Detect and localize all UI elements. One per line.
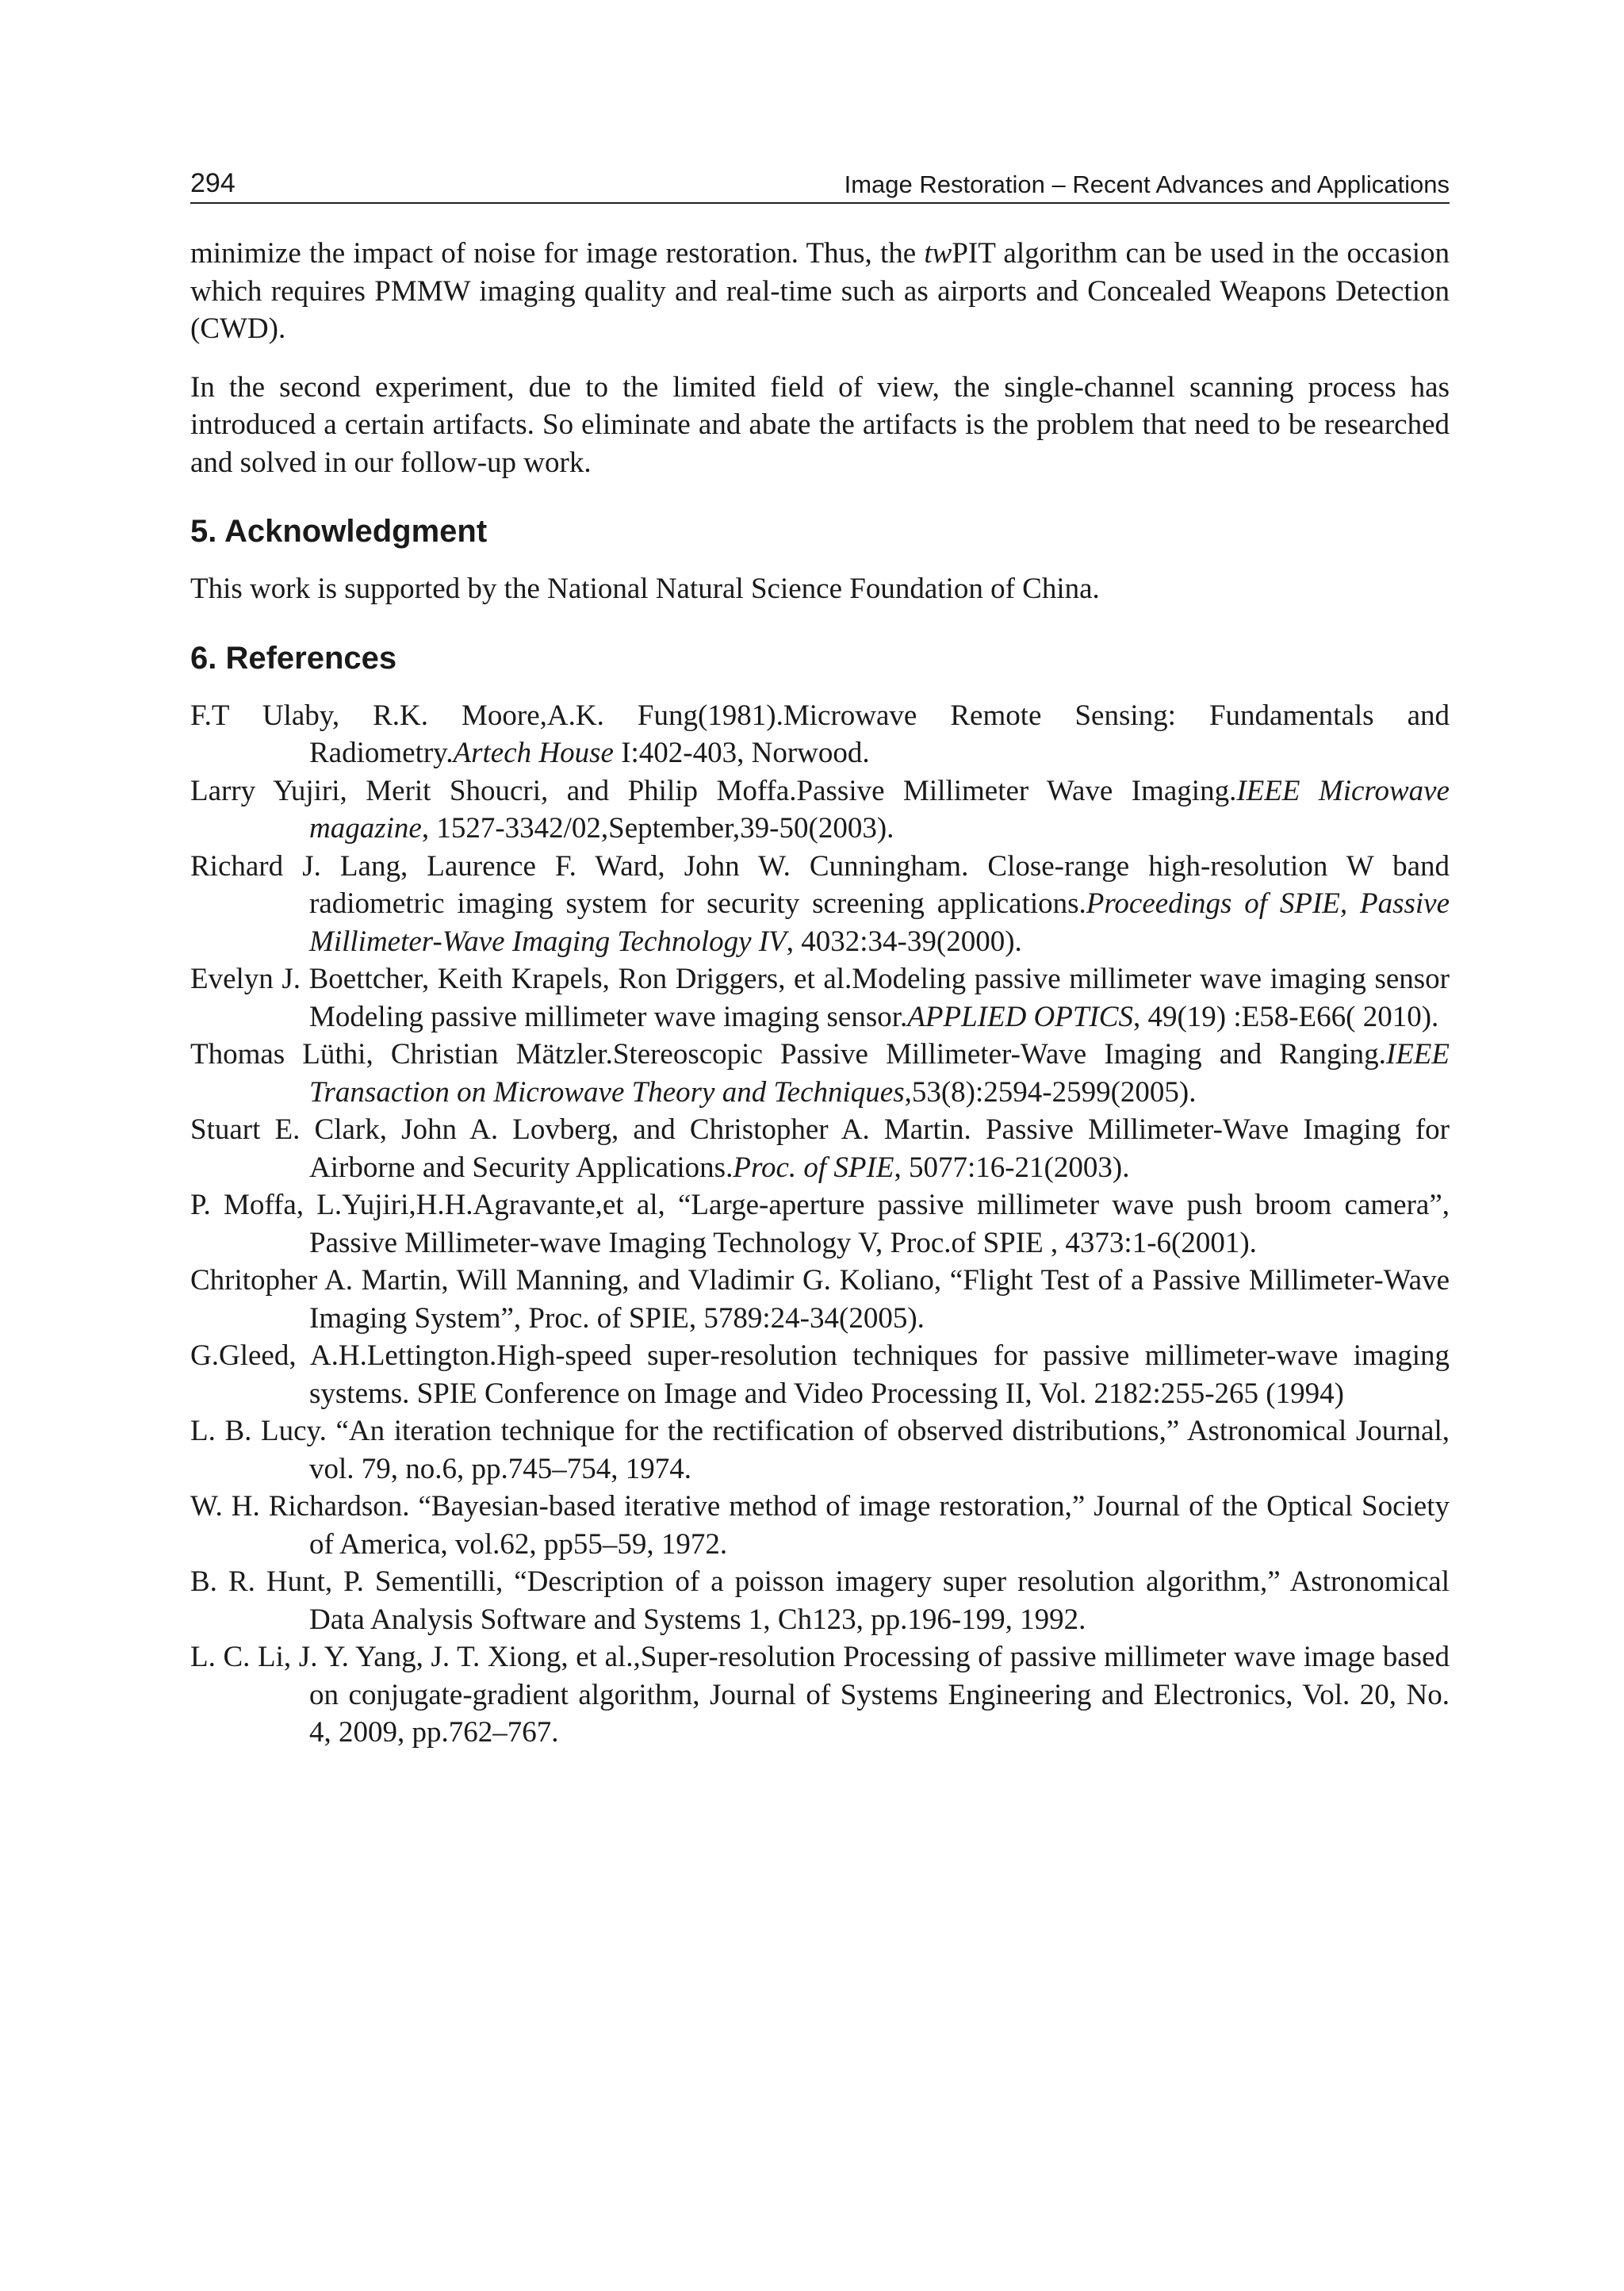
reference-item: B. R. Hunt, P. Sementilli, “Description of a poisson imagery super resolution algorithm,” Astronomical Data Analysis Software and Systems 1, Ch123, pp.196-199, 1992.	[190, 1565, 1450, 1636]
body-paragraph	[190, 235, 1450, 348]
paragraph-text: minimize the impact of noise for image restoration. Thus, the	[190, 237, 925, 270]
reference-item: W. H. Richardson. “Bayesian-based iterative method of image restoration,” Journal of the Optical Society of America, vol.62, pp55–59, 1972.	[190, 1490, 1450, 1561]
algorithm-name-italic: tw	[924, 237, 952, 270]
reference-item: L. B. Lucy. “An iteration technique for the rectification of observed distributions,” Astronomical Journal, vol. 79, no.6, pp.745–754, 1974.	[190, 1415, 1450, 1485]
body-paragraph: In the second experiment, due to the limited field of view, the single-channel scanning process has introduced a certain artifacts. So eliminate and abate the artifacts is the problem that need to be researched and solved in our follow-up work.	[190, 370, 1450, 479]
reference-item: F.T Ulaby, R.K. Moore,A.K. Fung(1981).Microwave Remote Sensing: Fundamentals and Radiometry.Artech House I:402-403, Norwood.	[190, 699, 1450, 769]
running-title: Image Restoration – Recent Advances and Applications	[844, 170, 1450, 198]
reference-list	[190, 697, 1450, 1752]
acknowledgment-text: This work is supported by the National Natural Science Foundation of China.	[190, 573, 1100, 605]
reference-item: G.Gleed, A.H.Lettington.High-speed super-resolution techniques for passive millimeter-wave imaging systems. SPIE Conference on Image and Video Processing II, Vol. 2182:255-265 (1994)	[190, 1339, 1450, 1410]
reference-item: Chritopher A. Martin, Will Manning, and Vladimir G. Koliano, “Flight Test of a Passive Millimeter-Wave Imaging System”, Proc. of SPIE, 5789:24-34(2005).	[190, 1264, 1450, 1335]
page-content	[190, 235, 1450, 1752]
page-header	[190, 163, 1450, 204]
reference-item: Stuart E. Clark, John A. Lovberg, and Christopher A. Martin. Passive Millimeter-Wave Imaging for Airborne and Security Applications.Proc. of SPIE, 5077:16-21(2003).	[190, 1113, 1450, 1184]
reference-item: L. C. Li, J. Y. Yang, J. T. Xiong, et al.,Super-resolution Processing of passive millimeter wave image based on conjugate-gradient algorithm, Journal of Systems Engineering and Electronics, Vol. 20, No. 4, 2009, pp.762–767.	[190, 1641, 1450, 1749]
reference-item: P. Moffa, L.Yujiri,H.H.Agravante,et al, “Large-aperture passive millimeter wave push broom camera”, Passive Millimeter-wave Imaging Technology V, Proc.of SPIE , 4373:1-6(2001).	[190, 1189, 1450, 1259]
reference-item: Evelyn J. Boettcher, Keith Krapels, Ron Driggers, et al.Modeling passive millimeter wave imaging sensor Modeling passive millimeter wave imaging sensor.APPLIED OPTICS, 49(19) :E58-E66( 2010).	[190, 963, 1450, 1033]
acknowledgment-heading: 5. Acknowledgment	[190, 514, 488, 549]
reference-item: Richard J. Lang, Laurence F. Ward, John W. Cunningham. Close-range high-resolution W band radiometric imaging system for security screening applications.Proceedings of SPIE, Passive Millimeter-Wave Imaging Technology IV, 4032:34-39(2000).	[190, 849, 1450, 958]
page-number: 294	[190, 168, 236, 198]
reference-item: Thomas Lüthi, Christian Mätzler.Stereoscopic Passive Millimeter-Wave Imaging and Ranging.IEEE Transaction on Microwave Theory and Techniques,53(8):2594-2599(2005).	[190, 1038, 1450, 1109]
paragraph-text: PIT algorithm can be used in the occasion which requires PMMW imaging quality and real-time such as airports and Concealed Weapons Detection (CWD).	[190, 237, 1450, 345]
references-heading: 6. References	[190, 640, 397, 676]
reference-item: Larry Yujiri, Merit Shoucri, and Philip Moffa.Passive Millimeter Wave Imaging.IEEE Microwave magazine, 1527-3342/02,September,39-50(2003).	[190, 774, 1450, 845]
